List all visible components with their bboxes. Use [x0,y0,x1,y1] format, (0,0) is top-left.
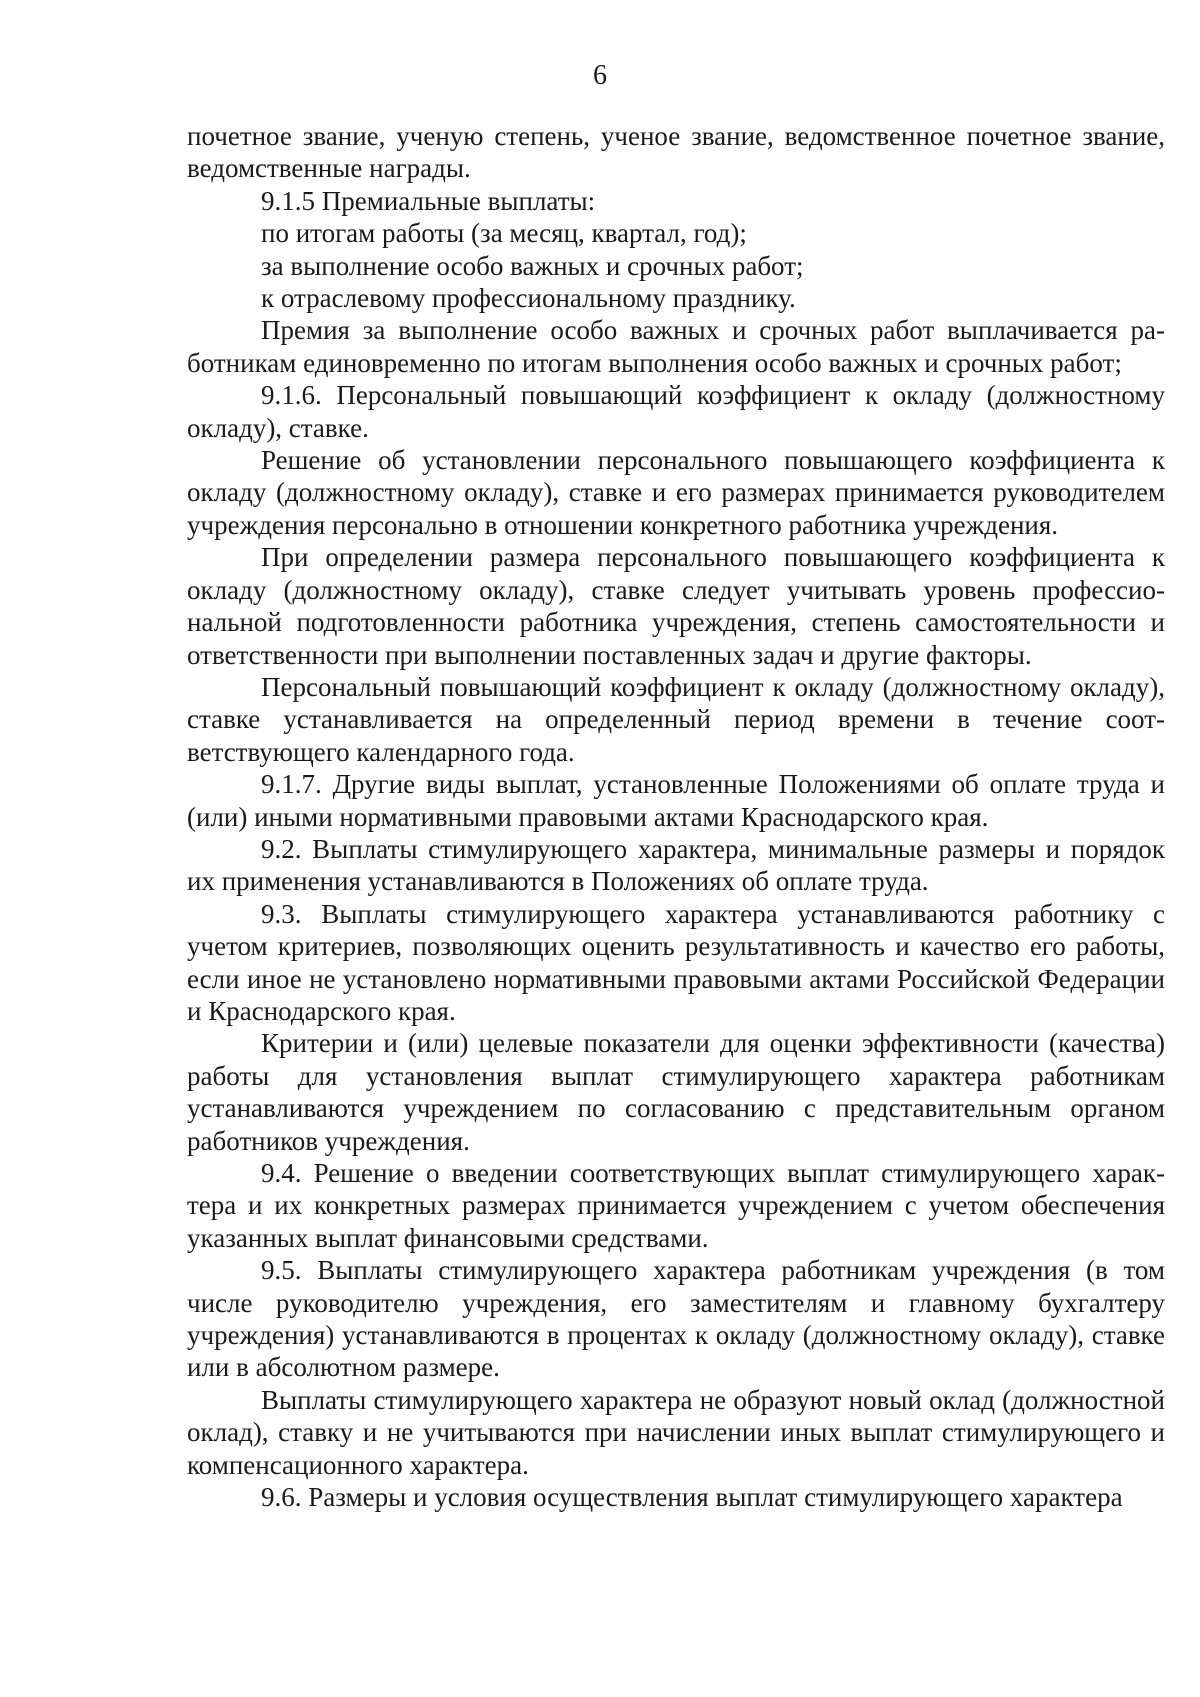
paragraph-list-item: к отраслевому профессиональному празднику. [261,283,796,314]
paragraph-9-2: 9.2. Выплаты стимулирующего характера, минимальные размеры и порядок их применения устанавливаются в Положениях об оплате труда. [187,833,1165,897]
paragraph-9-3: 9.3. Выплаты стимулирующего характера устанавливаются работнику с учетом критериев, позволяющих оценить результативность и качество его работы, если иное не установлено нормативными правовыми актами Российской Федерации и Краснодарского края. [187,898,1165,1026]
paragraph-9-5: 9.5. Выплаты стимулирующего характера работникам учреждения (в том числе руководителю учреждения, его заместителям и главному бухгалтеру учреждения) устанавливаются в процентах к окладу (должностному окладу), ставке или в абсолютном размере. [187,1255,1165,1383]
paragraph-continuation: почетное звание, ученую степень, ученое звание, ведомственное почетное звание, ведомственные награды. [187,121,1165,184]
paragraph: Премия за выполнение особо важных и срочных работ выплачивается работникам единовременно по итогам выполнения особо важных и срочных работ; [187,315,1165,378]
paragraph: При определении размера персонального повышающего коэффициента к окладу (должностному окладу), ставке следует учитывать уровень профессиональной подготовленности работника учреждения, степень самостоятельности и ответственности при выполнении поставленных задач и другие факторы. [187,542,1165,670]
paragraph-9-4: 9.4. Решение о введении соответствующих выплат стимулирующего характера и их конкретных размерах принимается учреждением с учетом обеспечения указанных выплат финансовыми средствами. [187,1158,1165,1253]
page-number: 6 [593,60,607,91]
document-body [187,120,1165,1513]
paragraph-list-item: по итогам работы (за месяц, квартал, год); [261,218,747,249]
paragraph-9-6: 9.6. Размеры и условия осуществления выплат стимулирующего характера [261,1482,1123,1513]
paragraph: Критерии и (или) целевые показатели для оценки эффективности (качества) работы для установления выплат стимулирующего характера работникам устанавливаются учреждением по согласованию с представительным органом работников учреждения. [187,1028,1165,1156]
paragraph-9-1-7: 9.1.7. Другие виды выплат, установленные Положениями об оплате труда и (или) иными нормативными правовыми актами Краснодарского края. [187,769,1165,832]
paragraph-list-item: за выполнение особо важных и срочных работ; [261,250,804,281]
paragraph: Персональный повышающий коэффициент к окладу (должностному окладу), ставке устанавливается на определенный период времени в течение соответствующего календарного года. [187,671,1165,767]
paragraph: Выплаты стимулирующего характера не образуют новый оклад (должностной оклад), ставку и не учитываются при начислении иных выплат стимулирующего и компенсационного характера. [187,1384,1165,1480]
paragraph-9-1-5-heading: 9.1.5 Премиальные выплаты: [261,185,596,216]
paragraph-9-1-6: 9.1.6. Персональный повышающий коэффициент к окладу (должностному окладу), ставке. [187,380,1165,443]
paragraph: Решение об установлении персонального повышающего коэффициента к окладу (должностному окладу), ставке и его размерах принимается руководителем учреждения персонально в отношении конкретного работника учреждения. [187,445,1165,540]
